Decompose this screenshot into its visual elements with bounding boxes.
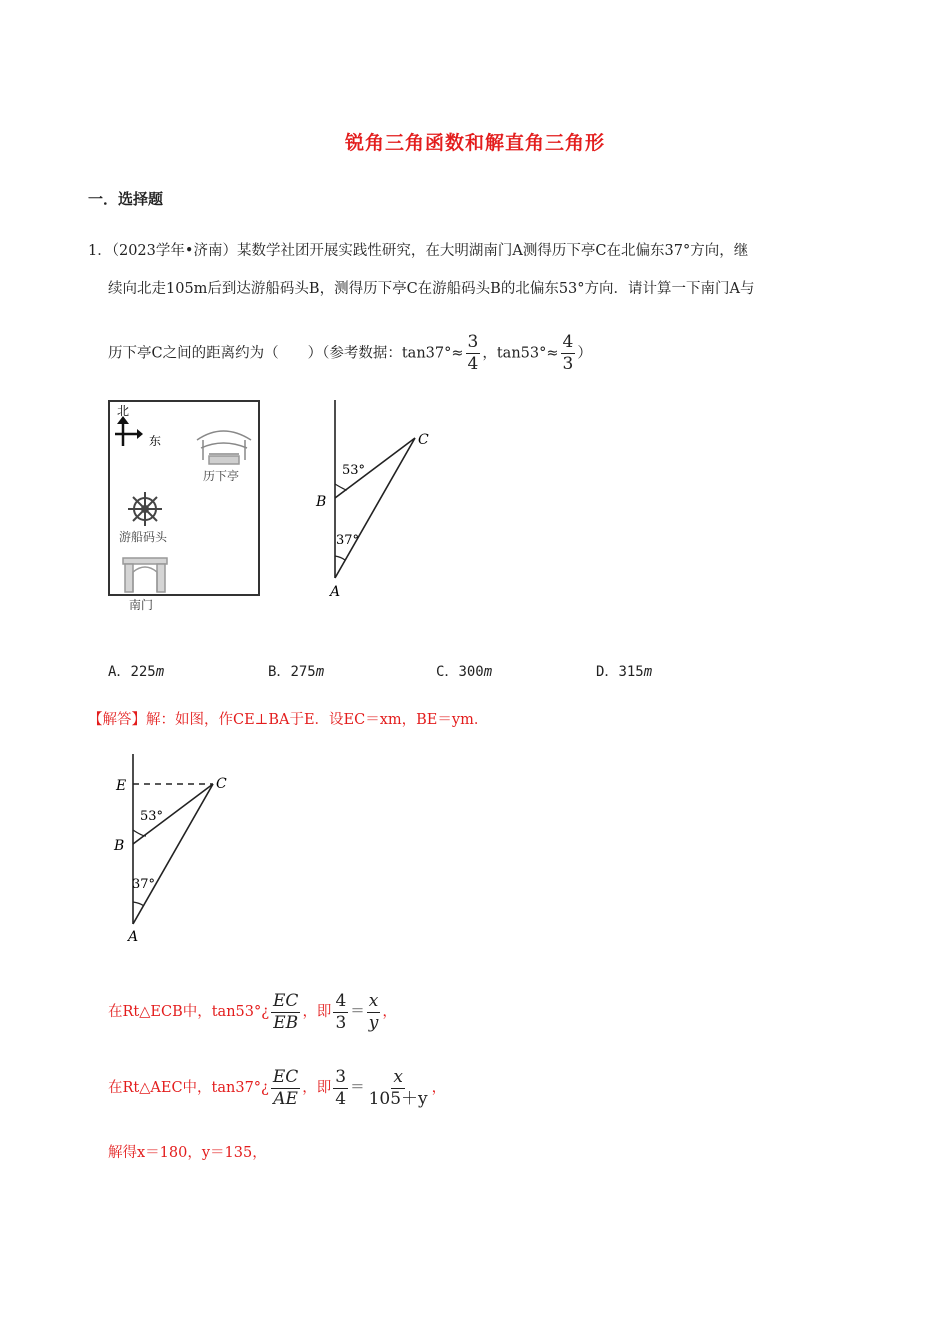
triangle-diagram-2 (108, 752, 248, 948)
solution-step-2: 在Rt△AEC中，tan37°¿ $\frac{EC}{AE}$ ，即 $\frac{3}{4}$ ＝ $\frac{x}{105+y}$ ， (108, 1066, 447, 1109)
option-c[interactable]: C．300m (436, 664, 493, 680)
diagram1-angle-b: 53° (342, 463, 366, 478)
diagram2-label-b: B (114, 838, 125, 854)
fraction-four-thirds: $\frac{4}{3}$ (562, 332, 574, 374)
map-north-label: 北 (117, 404, 130, 418)
map-gate-label: 南门 (129, 598, 154, 612)
fraction-x-y: $\frac{x}{y}$ (368, 990, 379, 1033)
question-text-1: （2023学年•济南）某数学社团开展实践性研究，在大明湖南门A测得历下亭C在北偏东37°方向，继 (111, 243, 749, 259)
gate-icon (123, 558, 167, 592)
diagram2-label-e: E (116, 778, 127, 794)
angle-arc-a2 (133, 902, 144, 906)
ship-wheel-icon (128, 492, 162, 526)
angle-arc-a (335, 556, 345, 560)
map-pavilion-label: 历下亭 (203, 469, 240, 483)
solution-step-1: 在Rt△ECB中，tan53°¿ $\frac{EC}{EB}$ ，即 $\frac{4}{3}$ ＝ $\frac{x}{y}$ ， (108, 990, 397, 1033)
diagram2-label-a: A (128, 929, 139, 945)
angle-arc-b (335, 484, 347, 490)
diagram2-angle-a: 37° (132, 877, 156, 892)
option-d[interactable]: D．315m (596, 664, 653, 680)
diagram1-label-b: B (316, 494, 327, 510)
section-heading: 一．选择题 (88, 190, 164, 208)
diagram2-label-c: C (216, 776, 227, 792)
map-illustration (105, 398, 263, 614)
solution-step-3: 解得x＝180，y＝135， (108, 1145, 267, 1161)
map-east-label: 东 (149, 434, 162, 448)
question-line-3: 历下亭C之间的距离约为（ ）（参考数据：tan37°≈ $\frac{3}{4}$ ，tan53°≈ $\frac{4}{3}$ ） (108, 332, 592, 374)
fraction-3-4: $\frac{3}{4}$ (335, 1066, 347, 1109)
diagram1-label-a: A (330, 584, 341, 600)
solution-intro: 【解答】解：如图，作CE⊥BA于E．设EC＝xm，BE＝ym． (88, 712, 489, 728)
fraction-ec-eb: $\frac{EC}{EB}$ (273, 990, 299, 1033)
option-a[interactable]: A．225m (108, 664, 165, 680)
diagram1-angle-a: 37° (336, 533, 360, 548)
compass-icon (115, 416, 143, 446)
fraction-4-3: $\frac{4}{3}$ (335, 990, 347, 1033)
pavilion-icon (197, 431, 251, 464)
diagram1-label-c: C (418, 432, 429, 448)
question-text-3: 历下亭C之间的距离约为（ ）（参考数据：tan37°≈ (108, 345, 464, 362)
fraction-three-quarters: $\frac{3}{4}$ (467, 332, 479, 374)
option-b[interactable]: B．275m (268, 664, 325, 680)
question-line-2: 续向北走105m后到达游船码头B，测得历下亭C在游船码头B的北偏东53°方向．请计算一下南门A与 (108, 281, 755, 297)
question-line-1 (88, 241, 748, 261)
map-dock-label: 游船码头 (119, 530, 168, 544)
fraction-x-105y: $\frac{x}{105+y}$ (368, 1066, 428, 1109)
diagram2-angle-b: 53° (140, 809, 164, 824)
triangle-diagram-1 (308, 398, 448, 602)
fraction-ec-ae: $\frac{EC}{AE}$ (272, 1066, 299, 1109)
document-title: 锐角三角函数和解直角三角形 (344, 132, 605, 154)
question-number: 1． (88, 243, 112, 259)
